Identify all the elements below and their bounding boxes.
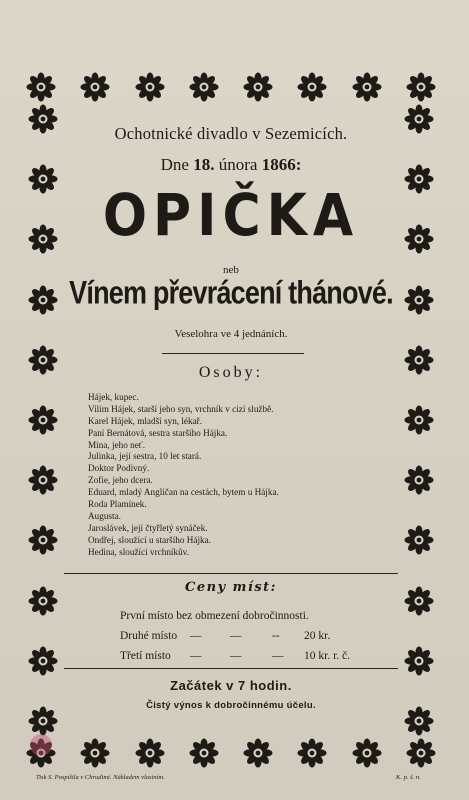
rosette-ornament-icon — [28, 525, 58, 555]
date-prefix: Dne — [160, 155, 189, 174]
rosette-ornament-icon — [406, 738, 436, 768]
rosette-ornament-icon — [404, 345, 434, 375]
rosette-ornament-icon — [28, 706, 58, 736]
rosette-ornament-icon — [404, 164, 434, 194]
price-label: Druhé místo — [120, 630, 178, 642]
rosette-ornament-icon — [404, 646, 434, 676]
rosette-ornament-icon — [28, 405, 58, 435]
play-genre: Veselohra ve 4 jednáních. — [174, 328, 288, 340]
rosette-ornament-icon — [404, 285, 434, 315]
cast-member: Mina, jeho neť. — [88, 439, 145, 450]
rosette-ornament-icon — [26, 72, 56, 102]
date-year: 1866: — [261, 155, 302, 174]
play-title: OPIČKA — [102, 182, 360, 250]
rosette-ornament-icon — [28, 646, 58, 676]
rosette-ornament-icon — [404, 586, 434, 616]
price-row — [64, 646, 398, 666]
price-amount: 10 kr. r. č. — [304, 650, 350, 662]
rosette-ornament-icon — [28, 586, 58, 616]
price-amount: 20 kr. — [304, 630, 331, 642]
rosette-ornament-icon — [189, 72, 219, 102]
rosette-ornament-icon — [189, 738, 219, 768]
border-top — [26, 70, 436, 104]
rosette-ornament-icon — [404, 706, 434, 736]
rosette-ornament-icon — [28, 224, 58, 254]
proceeds-note: Čistý výnos k dobročinnému účelu. — [146, 700, 316, 711]
library-stamp — [30, 734, 52, 756]
price-label: Třetí místo — [120, 650, 171, 662]
rosette-ornament-icon — [352, 738, 382, 768]
divider — [64, 668, 398, 669]
cast-member: Paní Bernátová, sestra staršího Hájka. — [88, 427, 228, 438]
date-number: 18. — [193, 155, 215, 174]
start-time: Začátek v 7 hodin. — [170, 678, 292, 693]
divider — [162, 353, 304, 354]
performance-date — [64, 155, 398, 175]
rosette-ornament-icon — [243, 72, 273, 102]
play-subtitle: Vínem převrácení thánové. — [69, 274, 393, 311]
date-month: února — [218, 155, 258, 174]
border-bottom — [26, 736, 436, 770]
price-label: První místo bez obmezení dobročinnosti. — [120, 610, 309, 622]
rosette-ornament-icon — [243, 738, 273, 768]
rosette-ornament-icon — [28, 164, 58, 194]
rosette-ornament-icon — [406, 72, 436, 102]
price-row — [64, 606, 398, 626]
prices-heading: Ceny míst: — [185, 580, 277, 595]
rosette-ornament-icon — [404, 525, 434, 555]
price-dash: — — [230, 630, 242, 642]
ornamental-frame — [26, 70, 436, 770]
price-dash: -- — [272, 630, 280, 642]
rosette-ornament-icon — [80, 738, 110, 768]
cast-member: Augusta. — [88, 510, 121, 521]
cast-member: Roda Plamínek. — [88, 499, 147, 510]
conjunction: neb — [223, 264, 239, 276]
cast-member: Zofie, jeho dcera. — [88, 475, 153, 486]
border-right — [402, 104, 436, 736]
rosette-ornament-icon — [297, 72, 327, 102]
cast-member: Doktor Podivný. — [88, 463, 150, 474]
prices-table — [64, 606, 398, 666]
price-dash: — — [190, 650, 202, 662]
printer-mark: K. p. š. n. — [396, 774, 421, 781]
rosette-ornament-icon — [404, 104, 434, 134]
rosette-ornament-icon — [297, 738, 327, 768]
cast-member: Jaroslávek, její čtyřletý synáček. — [88, 522, 208, 533]
divider — [64, 573, 398, 574]
rosette-ornament-icon — [28, 465, 58, 495]
price-dash: — — [230, 650, 242, 662]
rosette-ornament-icon — [28, 285, 58, 315]
price-dash: — — [272, 650, 284, 662]
cast-member: Karel Hájek, mladší syn, lékař. — [88, 415, 203, 426]
price-dash: — — [190, 630, 202, 642]
cast-member: Hájek, kupec. — [88, 392, 139, 402]
cast-member: Vilím Hájek, starší jeho syn, vrchník v cizí službě. — [88, 403, 274, 414]
rosette-ornament-icon — [404, 405, 434, 435]
cast-member: Eduard, mladý Angličan na cestách, bytem u Hájka. — [88, 487, 279, 498]
price-row — [64, 626, 398, 646]
rosette-ornament-icon — [135, 72, 165, 102]
rosette-ornament-icon — [404, 224, 434, 254]
rosette-ornament-icon — [28, 104, 58, 134]
border-left — [26, 104, 60, 736]
cast-member: Hedina, sloužící vrchníkův. — [88, 546, 189, 557]
rosette-ornament-icon — [80, 72, 110, 102]
rosette-ornament-icon — [135, 738, 165, 768]
poster-content — [64, 108, 398, 732]
cast-member: Ondřej, sloužící u staršího Hájka. — [88, 534, 211, 545]
cast-member: Julinka, její sestra, 10 let stará. — [88, 451, 202, 462]
theatre-name: Ochotnické divadlo v Sezemicích. — [114, 124, 348, 143]
rosette-ornament-icon — [28, 345, 58, 375]
cast-list — [88, 392, 388, 558]
printer-note: Tisk S. Pospíšila v Chrudimi. Nákladem vlastním. — [36, 774, 165, 781]
rosette-ornament-icon — [404, 465, 434, 495]
cast-heading: Osoby: — [198, 364, 264, 381]
rosette-ornament-icon — [352, 72, 382, 102]
